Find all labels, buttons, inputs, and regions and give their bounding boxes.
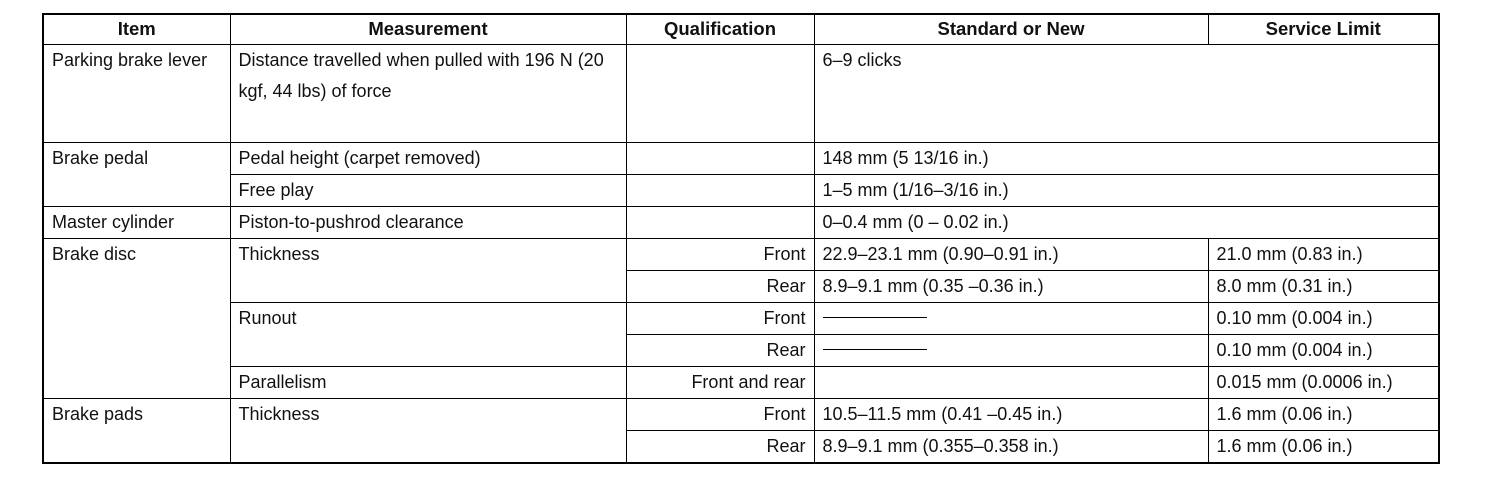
col-header-service-limit: Service Limit	[1208, 14, 1439, 44]
limit-runout-rear: 0.10 mm (0.004 in.)	[1208, 334, 1439, 366]
qualification-front-and-rear: Front and rear	[626, 366, 814, 398]
standard-disc-thickness-front: 22.9–23.1 mm (0.90–0.91 in.)	[814, 238, 1208, 270]
qualification-rear: Rear	[626, 334, 814, 366]
measurement-piston-clearance: Piston-to-pushrod clearance	[230, 206, 626, 238]
col-header-qualification: Qualification	[626, 14, 814, 44]
table-row	[43, 366, 1439, 398]
measurement-pedal-height: Pedal height (carpet removed)	[230, 142, 626, 174]
qualification-cell	[626, 174, 814, 206]
standard-runout-rear-blank	[814, 334, 1208, 366]
measurement-distance-travelled: Distance travelled when pulled with 196 N (20 kgf, 44 lbs) of force	[230, 44, 626, 142]
standard-parking-clicks: 6–9 clicks	[814, 44, 1439, 142]
qualification-cell	[626, 44, 814, 142]
item-brake-pads: Brake pads	[43, 398, 230, 463]
table-row	[43, 142, 1439, 174]
qualification-cell	[626, 142, 814, 174]
standard-disc-thickness-rear: 8.9–9.1 mm (0.35 –0.36 in.)	[814, 270, 1208, 302]
qualification-front: Front	[626, 398, 814, 430]
qualification-front: Front	[626, 238, 814, 270]
limit-pad-thickness-rear: 1.6 mm (0.06 in.)	[1208, 430, 1439, 463]
measurement-disc-thickness: Thickness	[230, 238, 626, 302]
standard-free-play: 1–5 mm (1/16–3/16 in.)	[814, 174, 1439, 206]
col-header-item: Item	[43, 14, 230, 44]
qualification-front: Front	[626, 302, 814, 334]
measurement-runout: Runout	[230, 302, 626, 366]
item-master-cylinder: Master cylinder	[43, 206, 230, 238]
limit-runout-front: 0.10 mm (0.004 in.)	[1208, 302, 1439, 334]
limit-disc-thickness-rear: 8.0 mm (0.31 in.)	[1208, 270, 1439, 302]
col-header-measurement: Measurement	[230, 14, 626, 44]
table-row	[43, 238, 1439, 270]
limit-parallelism: 0.015 mm (0.0006 in.)	[1208, 366, 1439, 398]
limit-pad-thickness-front: 1.6 mm (0.06 in.)	[1208, 398, 1439, 430]
blank-dash-line	[823, 349, 927, 350]
table-row	[43, 174, 1439, 206]
qualification-rear: Rear	[626, 430, 814, 463]
item-brake-pedal: Brake pedal	[43, 142, 230, 206]
col-header-standard: Standard or New	[814, 14, 1208, 44]
table-header-row	[43, 14, 1439, 44]
standard-pad-thickness-rear: 8.9–9.1 mm (0.355–0.358 in.)	[814, 430, 1208, 463]
measurement-parallelism: Parallelism	[230, 366, 626, 398]
measurement-pad-thickness: Thickness	[230, 398, 626, 463]
standard-pedal-height: 148 mm (5 13/16 in.)	[814, 142, 1439, 174]
item-parking-brake-lever: Parking brake lever	[43, 44, 230, 142]
brake-spec-table	[42, 13, 1440, 464]
table-row	[43, 398, 1439, 430]
standard-pad-thickness-front: 10.5–11.5 mm (0.41 –0.45 in.)	[814, 398, 1208, 430]
table-row	[43, 302, 1439, 334]
standard-parallelism-blank	[814, 366, 1208, 398]
table-row	[43, 44, 1439, 142]
limit-disc-thickness-front: 21.0 mm (0.83 in.)	[1208, 238, 1439, 270]
blank-dash-line	[823, 317, 927, 318]
table-row	[43, 206, 1439, 238]
qualification-cell	[626, 206, 814, 238]
standard-runout-front-blank	[814, 302, 1208, 334]
item-brake-disc: Brake disc	[43, 238, 230, 398]
measurement-free-play: Free play	[230, 174, 626, 206]
standard-piston-clearance: 0–0.4 mm (0 – 0.02 in.)	[814, 206, 1439, 238]
qualification-rear: Rear	[626, 270, 814, 302]
